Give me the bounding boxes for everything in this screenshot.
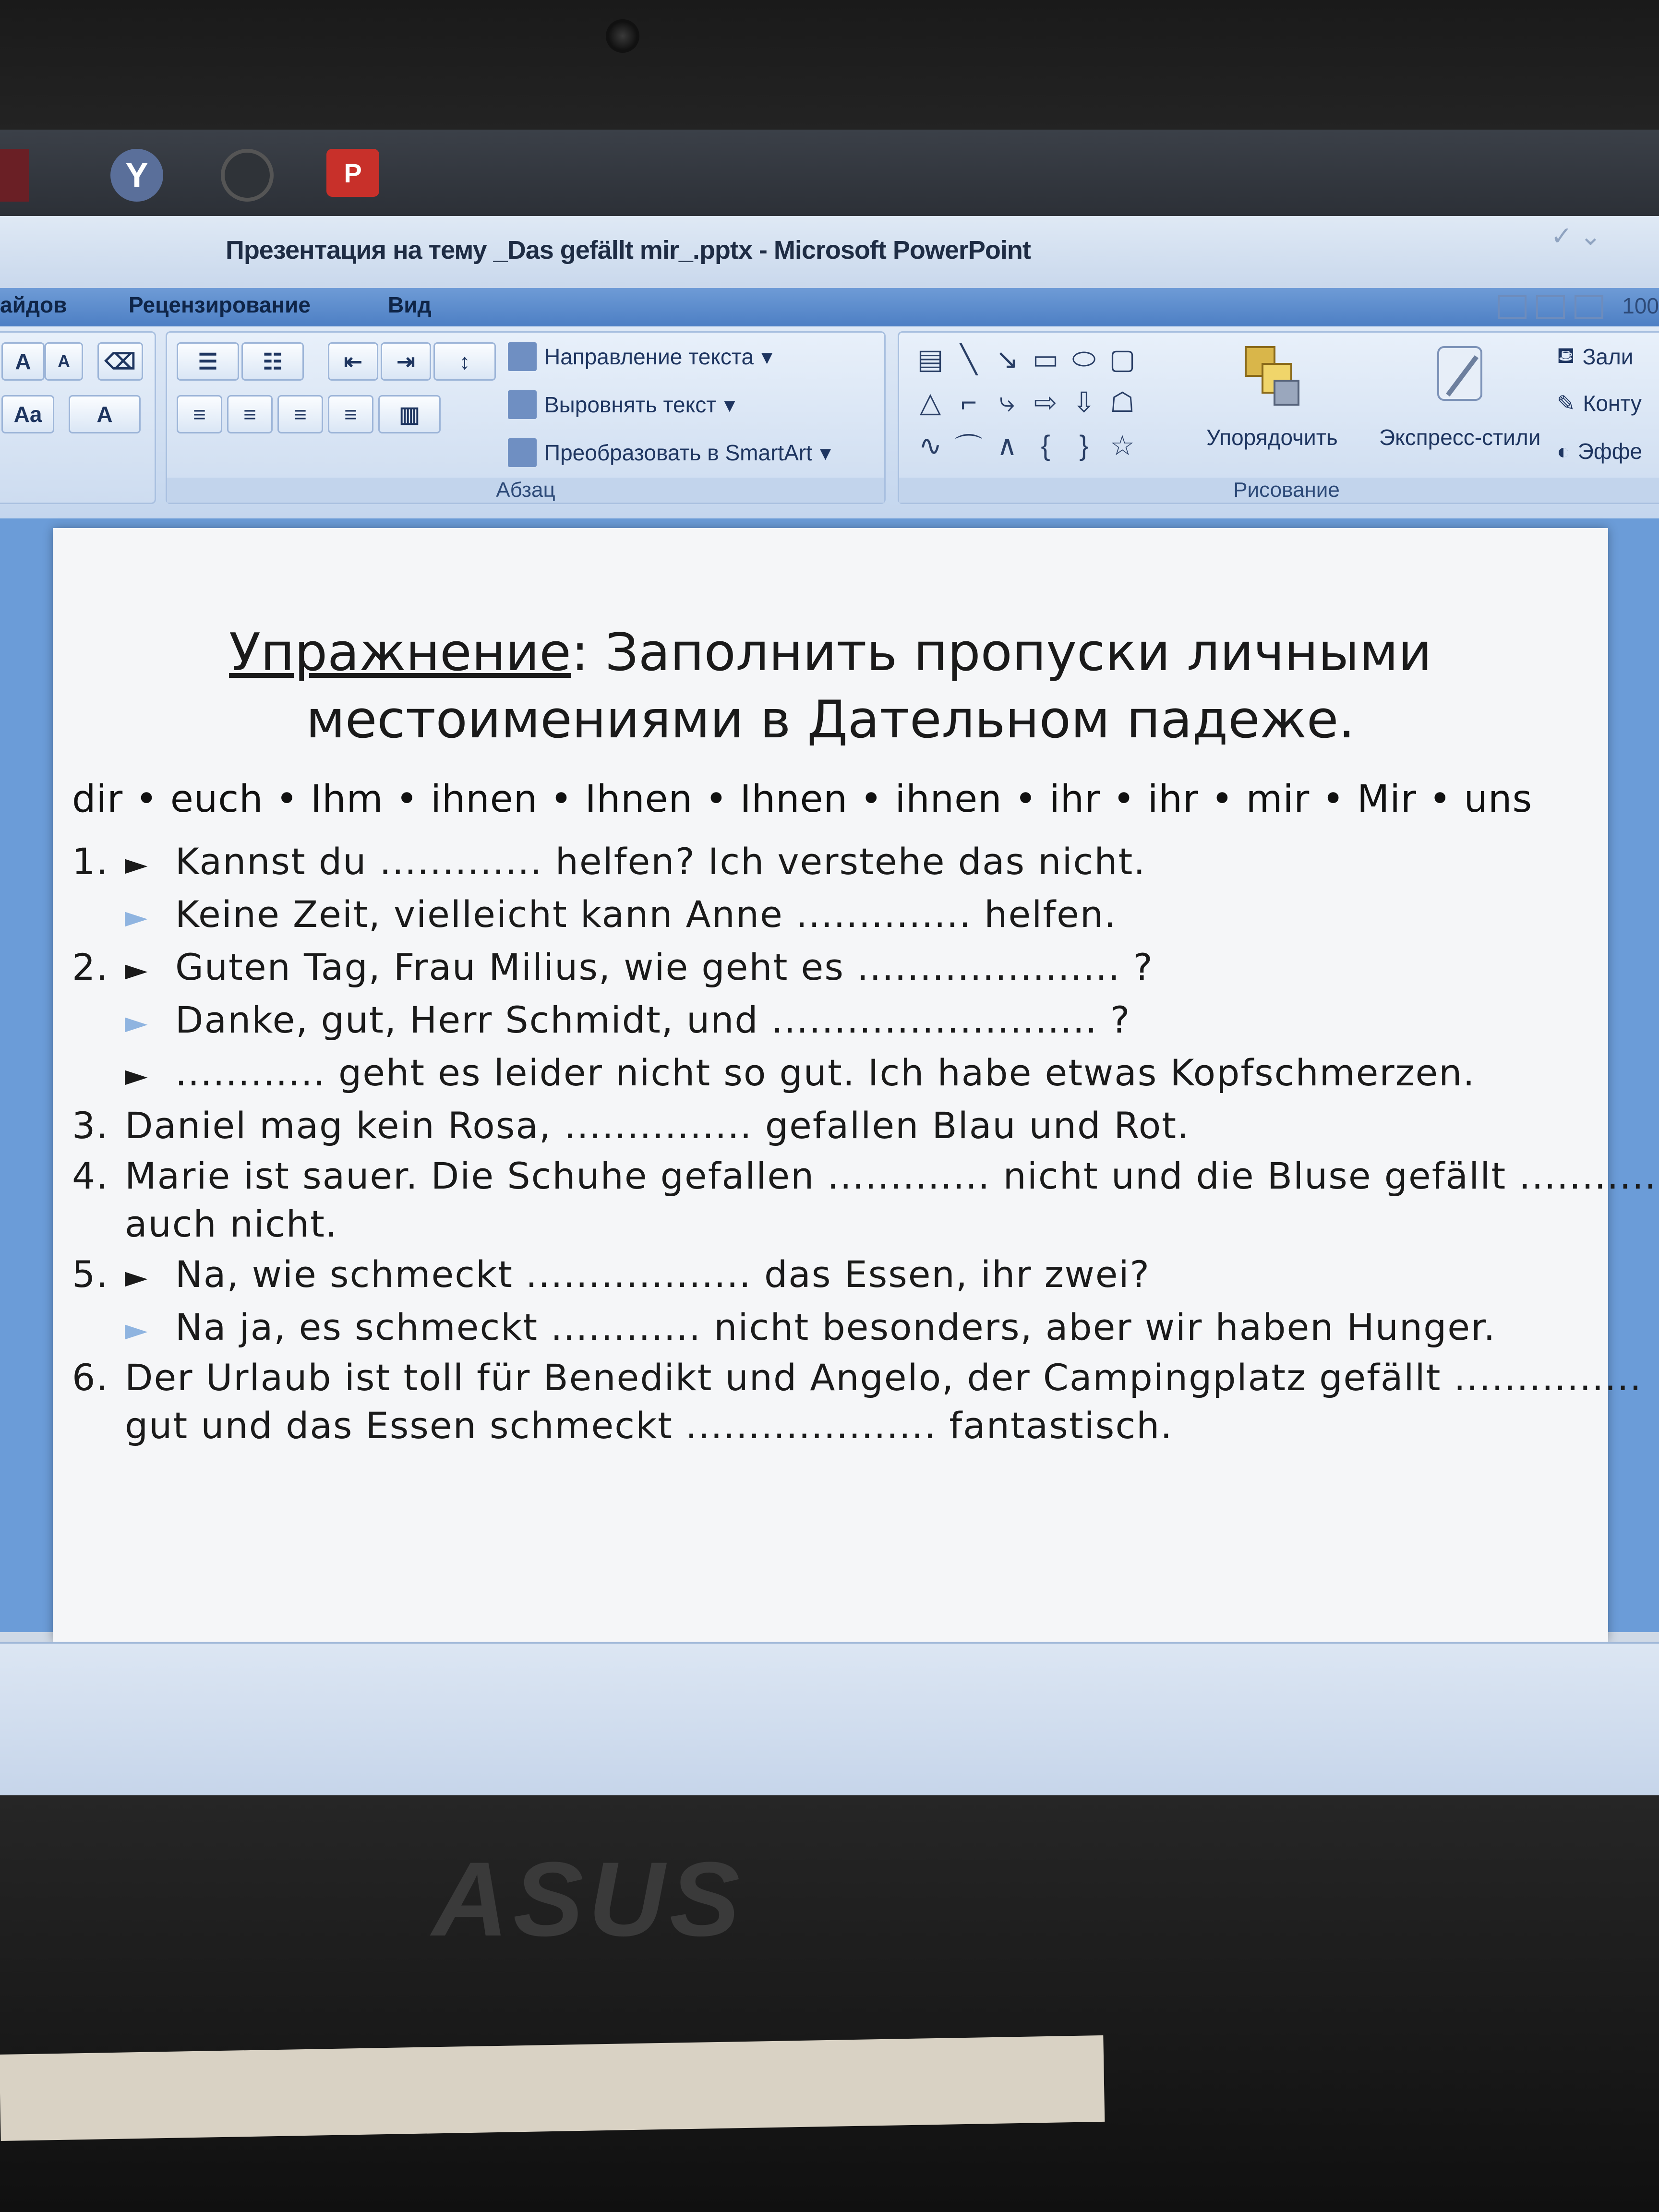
line-shape-icon[interactable]: ╲ <box>960 344 977 375</box>
smartart-icon <box>508 438 537 467</box>
yandex-browser-icon[interactable]: Y <box>110 149 163 202</box>
clear-format-button[interactable]: ⌫ <box>97 342 143 381</box>
arrow-bullet-icon: ► <box>125 1312 149 1347</box>
freeform-shape-icon[interactable]: ∿ <box>918 430 942 461</box>
curve-shape-icon[interactable]: ∧ <box>997 430 1018 461</box>
arrange-button[interactable]: Упорядочить <box>1206 342 1338 450</box>
drawing-group-label: Рисование <box>899 478 1659 503</box>
window-titlebar <box>0 216 1659 288</box>
effects-icon: ◐ <box>1557 439 1570 464</box>
elbow-arrow-icon[interactable]: ⤷ <box>999 386 1015 418</box>
laptop-bezel-bottom <box>0 1795 1659 2212</box>
align-left-button[interactable]: ≡ <box>177 395 222 433</box>
arrow-line-shape-icon[interactable]: ↘ <box>995 344 1019 375</box>
item-number: 4. <box>72 1154 109 1197</box>
exercise-text: Na ja, es schmeckt ............ nicht besonders, aber wir haben Hunger. <box>175 1306 1496 1348</box>
tab-view[interactable]: Вид <box>388 292 432 317</box>
slide-sorter-icon[interactable] <box>1536 295 1565 319</box>
convert-smartart-command[interactable]: Преобразовать в SmartArt ▾ <box>508 438 831 467</box>
exercise-line <box>72 1051 1476 1094</box>
arrow-bullet-icon: ► <box>125 1005 149 1040</box>
exercise-line <box>72 1154 1657 1197</box>
slide-title <box>53 619 1608 754</box>
right-brace-shape-icon[interactable]: } <box>1079 430 1089 461</box>
oval-shape-icon[interactable]: ⬭ <box>1072 343 1096 374</box>
quick-styles-button[interactable]: Экспресс-стили <box>1379 342 1540 450</box>
shape-outline-command[interactable]: ✎ Конту <box>1557 391 1642 416</box>
paragraph-group-label: Абзац <box>167 478 884 503</box>
taskbar <box>0 130 1659 216</box>
exercise-text: auch nicht. <box>125 1202 338 1245</box>
exercise-text: gut und das Essen schmeckt .................... fantastisch. <box>125 1404 1173 1447</box>
exercise-text: Danke, gut, Herr Schmidt, und .......................... ? <box>175 998 1131 1041</box>
text-direction-command[interactable]: Направление текста ▾ <box>508 342 772 371</box>
item-number: 2. <box>72 946 109 988</box>
exercise-text: ............ geht es leider nicht so gut. Ich habe etwas Kopfschmerzen. <box>175 1051 1476 1094</box>
title-line2: местоимениями в Дательном падеже. <box>306 690 1355 750</box>
exercise-text: Der Urlaub ist toll für Benedikt und Angelo, der Campingplatz gefällt ............... <box>125 1356 1642 1399</box>
exercise-text: Marie ist sauer. Die Schuhe gefallen ............. nicht und die Bluse gefällt ........... <box>125 1154 1658 1197</box>
exercise-line <box>72 946 1154 988</box>
elbow-connector-icon[interactable]: ⌐ <box>961 386 977 418</box>
status-bar <box>0 1642 1659 1795</box>
exercise-line <box>72 998 1130 1041</box>
ribbon <box>0 326 1659 520</box>
exercise-line <box>72 893 1117 936</box>
ribbon-tabs <box>0 288 1659 326</box>
align-text-icon <box>508 390 537 419</box>
exercise-line <box>72 1356 1642 1399</box>
down-arrow-shape-icon[interactable]: ⇩ <box>1072 387 1096 418</box>
quick-styles-icon <box>1429 342 1491 409</box>
laptop-bezel-top <box>0 0 1659 130</box>
numbering-button[interactable]: ☷ <box>241 342 304 381</box>
sticker <box>0 2035 1105 2141</box>
window-title: Презентация на тему _Das gefällt mir_.pptx - Microsoft PowerPoint <box>226 236 1031 264</box>
webcam <box>606 19 639 53</box>
exercise-line <box>72 840 1146 883</box>
paragraph-group <box>166 331 886 504</box>
title-line1-rest: : Заполнить пропуски личными <box>571 623 1432 683</box>
callout-shape-icon[interactable]: ☖ <box>1110 387 1135 418</box>
rounded-rect-shape-icon[interactable]: ▢ <box>1109 344 1136 375</box>
zoom-level[interactable]: 100 <box>1622 293 1659 318</box>
item-number: 3. <box>72 1104 109 1147</box>
columns-button[interactable]: ▥ <box>378 395 441 433</box>
arrow-bullet-icon: ► <box>125 1058 149 1093</box>
laptop-brand-logo: ASUS <box>432 1840 745 1958</box>
arrow-bullet-icon: ► <box>125 1259 149 1294</box>
exercise-line <box>72 1202 338 1245</box>
slideshow-view-icon[interactable] <box>1575 295 1603 319</box>
line-spacing-button[interactable]: ↕ <box>433 342 496 381</box>
grow-font-button[interactable]: A <box>1 342 45 381</box>
rectangle-shape-icon[interactable]: ▭ <box>1032 344 1059 375</box>
title-underlined-word: Упражнение <box>229 623 571 683</box>
exercise-text: Guten Tag, Frau Milius, wie geht es ..................... ? <box>175 946 1154 988</box>
exercise-text: Keine Zeit, vielleicht kann Anne .............. helfen. <box>175 893 1117 936</box>
decrease-indent-button[interactable]: ⇤ <box>328 342 378 381</box>
shrink-font-button[interactable]: A <box>45 342 83 381</box>
powerpoint-icon[interactable]: P <box>326 149 379 197</box>
item-number: 6. <box>72 1356 109 1399</box>
star-shape-icon[interactable]: ☆ <box>1110 430 1135 461</box>
arc-shape-icon[interactable]: ⌒ <box>954 433 983 464</box>
exercise-text: Na, wie schmeckt .................. das Essen, ihr zwei? <box>175 1253 1150 1296</box>
settings-icon[interactable] <box>221 149 274 202</box>
right-arrow-shape-icon[interactable]: ⇨ <box>1034 387 1058 418</box>
normal-view-icon[interactable] <box>1498 295 1527 319</box>
exercise-line <box>72 1404 1173 1447</box>
textbox-shape-icon[interactable]: ▤ <box>917 344 944 375</box>
tab-slideshow[interactable]: айдов <box>0 292 67 317</box>
item-number: 1. <box>72 840 109 883</box>
exercise-line <box>72 1253 1150 1296</box>
change-case-button[interactable]: Aa <box>1 395 54 433</box>
slide[interactable] <box>53 528 1658 1642</box>
shape-effects-command[interactable]: ◐ Эффе <box>1557 439 1643 464</box>
align-text-command[interactable]: Выровнять текст ▾ <box>508 390 735 419</box>
arrow-bullet-icon: ► <box>125 952 149 987</box>
arrange-icon <box>1241 342 1303 409</box>
paint-bucket-icon: ⛾ <box>1557 343 1575 368</box>
justify-button[interactable]: ≡ <box>328 395 373 433</box>
arrow-bullet-icon: ► <box>125 899 149 934</box>
exercise-line <box>72 1306 1496 1348</box>
bullets-button[interactable]: ☰ <box>177 342 239 381</box>
align-center-button[interactable]: ≡ <box>227 395 273 433</box>
shape-fill-command[interactable]: ⛾ Зали <box>1557 342 1634 371</box>
window-controls-icon[interactable]: ✓ ⌄ <box>1551 222 1601 251</box>
tab-review[interactable]: Рецензирование <box>129 292 311 317</box>
item-number: 5. <box>72 1253 109 1296</box>
increase-indent-button[interactable]: ⇥ <box>381 342 431 381</box>
screen <box>0 130 1659 1795</box>
exercise-text: Kannst du ............. helfen? Ich verstehe das nicht. <box>175 840 1146 883</box>
arrow-bullet-icon: ► <box>125 846 149 881</box>
triangle-shape-icon[interactable]: △ <box>919 387 941 418</box>
align-right-button[interactable]: ≡ <box>277 395 323 433</box>
exercise-text: Daniel mag kein Rosa, ............... gefallen Blau und Rot. <box>125 1104 1190 1147</box>
font-color-button[interactable]: A <box>69 395 141 433</box>
pencil-icon: ✎ <box>1557 391 1575 416</box>
text-direction-icon <box>508 342 537 371</box>
taskbar-app-icon[interactable] <box>0 149 29 202</box>
drawing-group <box>898 331 1659 504</box>
word-bank: dir • euch • Ihm • ihnen • Ihnen • Ihnen • ihnen • ihr • ihr • mir • Mir • uns <box>72 778 1533 821</box>
font-group <box>0 331 156 504</box>
left-brace-shape-icon[interactable]: { <box>1041 430 1050 461</box>
exercise-line <box>72 1104 1190 1147</box>
